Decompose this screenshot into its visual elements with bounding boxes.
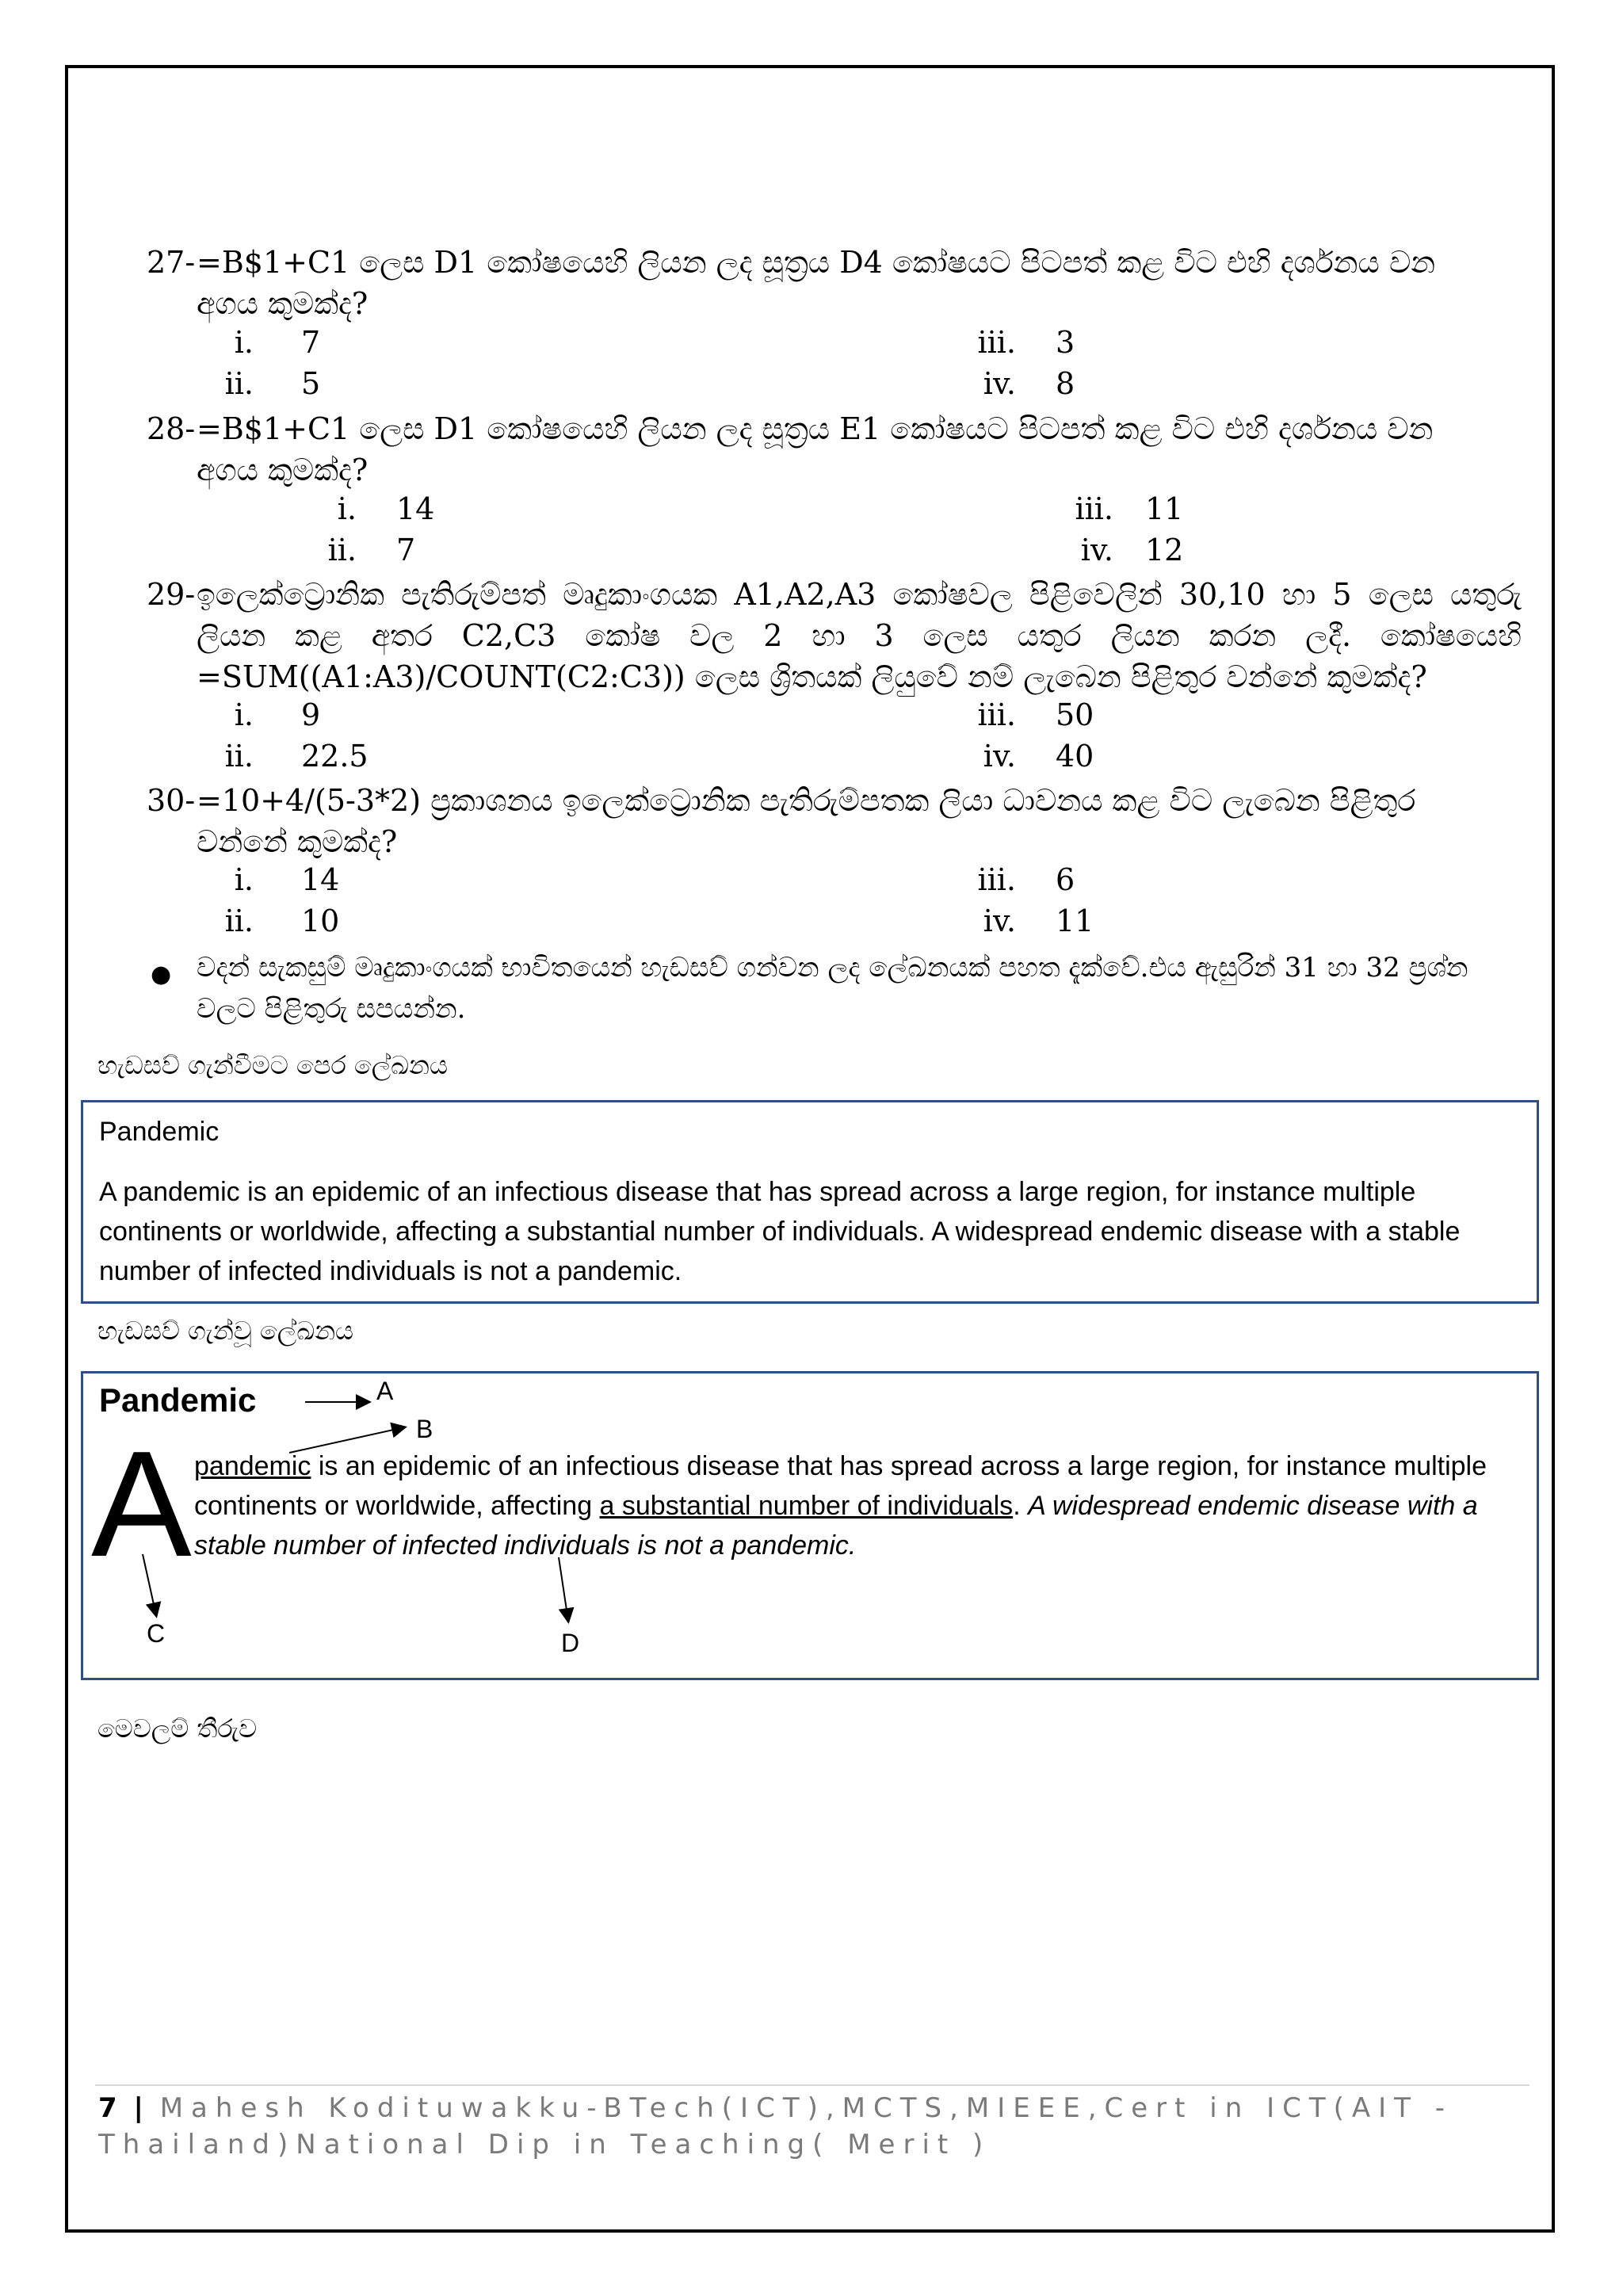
annotation-arrows (83, 1373, 1537, 1678)
option-iii: iii. 11 (1075, 491, 1184, 526)
footer-separator: | (133, 2092, 143, 2124)
footer (98, 2090, 1509, 2163)
after-title: Pandemic (99, 1381, 257, 1419)
before-document-box (81, 1100, 1539, 1304)
option-iii: iii. 6 (977, 862, 1075, 897)
arrow-c (143, 1554, 156, 1615)
option-iii: iii. 50 (977, 697, 1094, 732)
option-i: i. 14 (337, 491, 435, 526)
question-text: =B$1+C1 ලෙස D1 කෝෂයෙහි ලියන ලද සූත්‍රය E1 කෝෂයට පිටපත් කළ විට එහි දර්ශනය වන අගය කුමක්ද? (197, 411, 1434, 487)
option-iii: iii. 3 (977, 325, 1075, 360)
question-number: 28- (147, 411, 196, 446)
question-number: 27- (147, 245, 196, 280)
label-b: B (416, 1415, 433, 1443)
italic-sentence: A widespread endemic disease with a stable number of infected individuals is not a pandemic. (194, 1491, 1478, 1561)
option-iv: iv. 11 (983, 904, 1094, 938)
after-heading: හැඩසව් ගැන්වූ ලේඛනය (97, 1316, 354, 1346)
footer-divider (95, 2084, 1529, 2086)
question-number: 29- (147, 577, 196, 612)
drop-cap: A (91, 1420, 192, 1588)
option-i: i. 14 (234, 862, 340, 897)
option-iv: iv. 8 (983, 366, 1075, 401)
label-d: D (561, 1629, 580, 1657)
before-heading: හැඩසව් ගැන්වීමට පෙර ලේඛනය (97, 1050, 449, 1080)
option-ii: ii. 22.5 (224, 739, 369, 774)
option-iv: iv. 40 (983, 739, 1094, 774)
label-a: A (376, 1377, 394, 1405)
option-ii: ii. 7 (327, 533, 416, 567)
bullet-icon: ● (151, 961, 172, 988)
footer-line-1: Mahesh Kodituwakku-BTech(ICT),MCTS,MIEEE,Cert in ICT(AIT - (159, 2092, 1453, 2124)
option-i: i. 7 (234, 325, 321, 360)
option-ii: ii. 10 (224, 904, 340, 938)
question-text: =B$1+C1 ලෙස D1 කෝෂයෙහි ලියන ලද සූත්‍රය D4 කෝෂයට පිටපත් කළ විට එහි දර්ශනය වන අගය කුමක්ද? (197, 245, 1436, 321)
before-title: Pandemic (99, 1117, 220, 1147)
page-number: 7 (98, 2092, 117, 2124)
question-number: 30- (147, 783, 196, 818)
question-text: =10+4/(5-3*2) ප්‍රකාශනය ඉලෙක්ට්‍රොනික පැතිරුම්පතක ලියා ධාවනය කළ විට ලැබෙන පිළිතුර වන්නේ කුමක්ද? (197, 783, 1416, 859)
label-c: C (147, 1619, 166, 1648)
option-iv: iv. 12 (1080, 533, 1184, 567)
after-document-box (81, 1371, 1539, 1680)
underlined-phrase: a substantial number of individuals (599, 1491, 1014, 1521)
option-ii: ii. 5 (224, 366, 321, 401)
question-text: ඉලෙක්ට්‍රොනික පැතිරුම්පත් මෘදුකාංගයක A1,A2,A3 කෝෂවල පිළිවෙලින් 30,10 හා 5 ලෙස යතුරු ලියන කළ අතර C2,C3 කෝෂ වල 2 හා 3 ලෙස යතුර ලියන කරන ලදී. කෝෂයෙහි =SUM((A1:A3)/COUNT(C2:C3)) ලෙස ශ්‍රිතයක් ලියුවේ නම් ලැබෙන පිළිතුර වන්නේ කුමක්ද? (197, 577, 1522, 694)
answer-heading: මෙවලම් තීරුව (97, 1713, 258, 1744)
arrow-b (289, 1427, 404, 1453)
underlined-word: pandemic (194, 1451, 311, 1481)
footer-line-2: Thailand)National Dip in Teaching( Merit ) (98, 2129, 991, 2160)
before-body: A pandemic is an epidemic of an infectious disease that has spread across a large region, for instance multiple continents or worldwide, affecting a substantial number of individuals. A widespread endemic disease with a stable number of infected individuals is not a pandemic. (99, 1177, 1461, 1286)
arrow-d (559, 1557, 568, 1621)
after-body-line: pandemic is an epidemic of an infectious disease that has spread across a large region, for instance multiple continents or worldwide, affecting a substantial number of individuals. A widespread endemic disease with a stable number of infected individuals is not a pandemic. (194, 1451, 1487, 1561)
instruction-text: වදන් සැකසුම් මෘදුකාංගයක් භාවිතයෙන් හැඩසව් ගන්වන ලද ලේඛනයක් පහත දැක්වේ.එය ඇසුරින් 31 හා 32 ප්‍රශ්න වලට පිළිතුරු සපයන්න. (197, 952, 1468, 1025)
option-i: i. 9 (234, 697, 321, 732)
